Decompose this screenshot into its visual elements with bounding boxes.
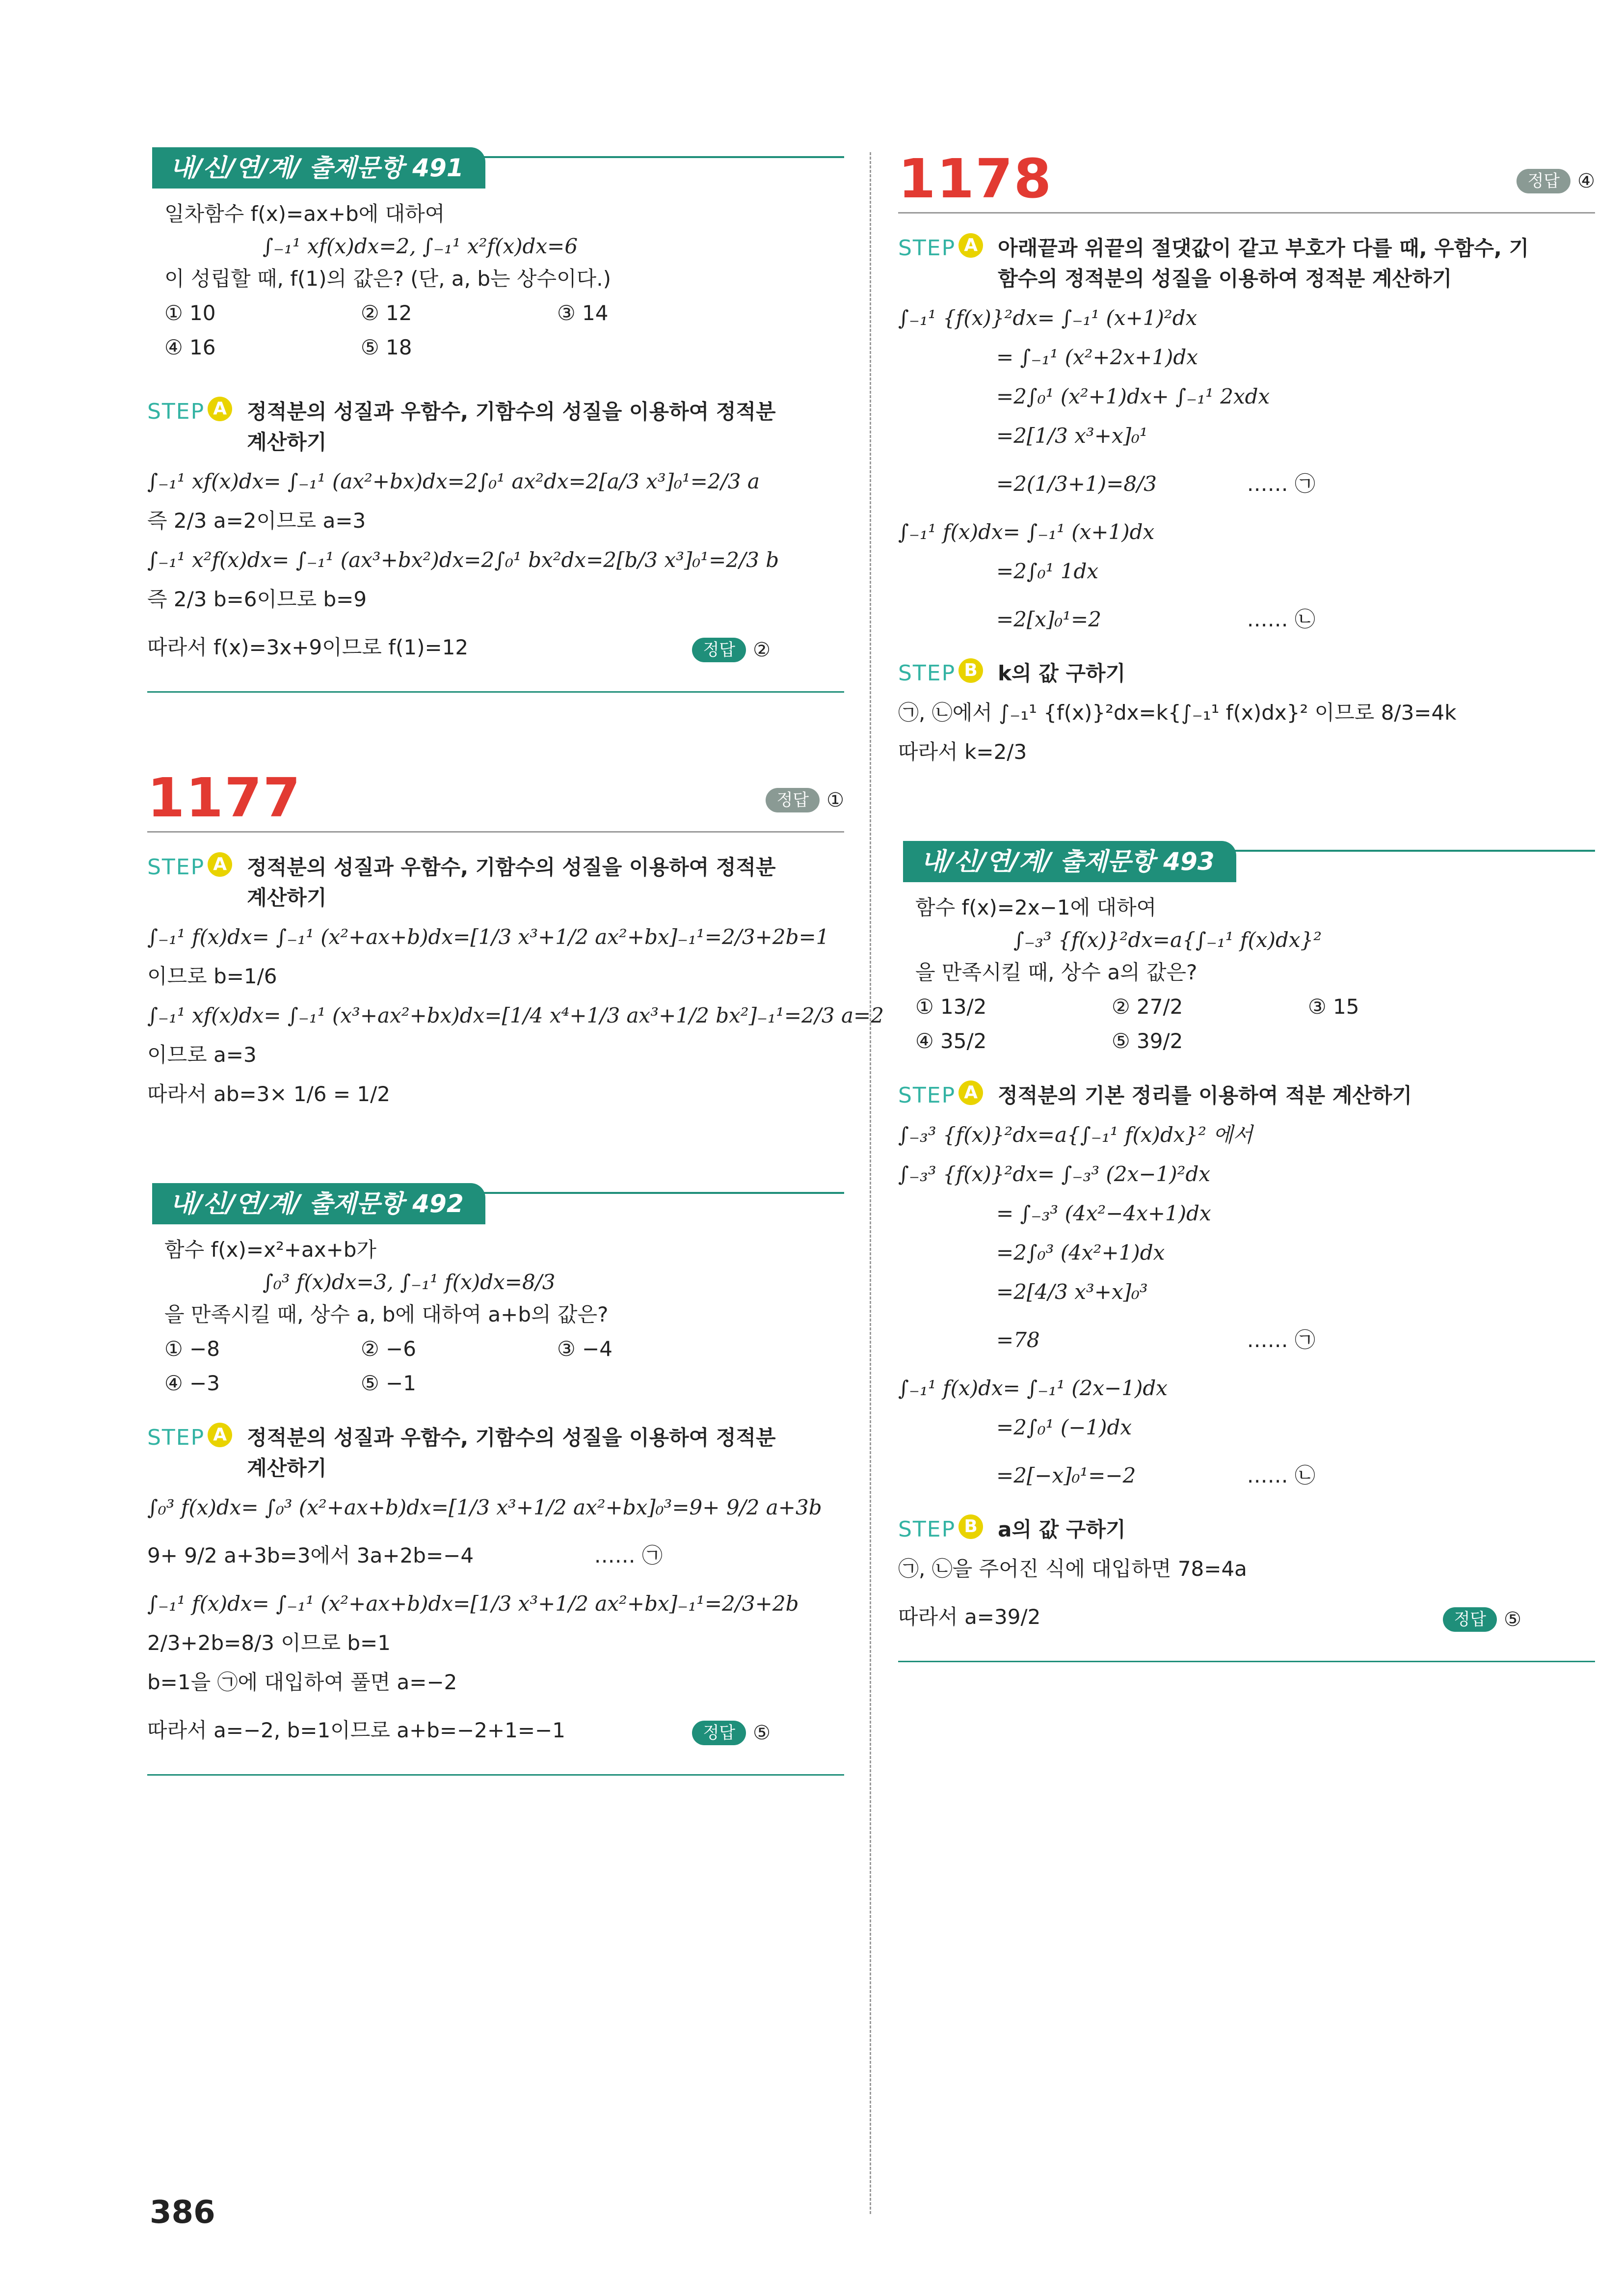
answer-box <box>1443 1598 1521 1641</box>
solution-line: 9+ 9/2 a+3b=3에서 3a+2b=−4 <box>147 1543 474 1567</box>
solution-line: 즉 2/3 b=6이므로 b=9 <box>147 587 367 611</box>
solution-line: 따라서 f(x)=3x+9이므로 f(1)=12 <box>147 635 469 659</box>
solution-line: =2∫₀³ (4x²+1)dx <box>996 1241 1165 1265</box>
ref-491-choices <box>164 298 844 362</box>
problem-underline <box>147 831 844 833</box>
section-separator <box>898 1661 1595 1662</box>
solution-line: =2[−x]₀¹=−2 <box>996 1463 1136 1487</box>
ref-492-intro: 함수 f(x)=x²+ax+b가 <box>164 1238 376 1262</box>
solution-line: ∫₋₁¹ xf(x)dx= ∫₋₁¹ (ax²+bx)dx=2∫₀¹ ax²dx=2[a/3 x³]₀¹=2/3 a <box>147 469 760 493</box>
solution-line: =2[1/3 x³+x]₀¹ <box>996 424 1148 448</box>
ref-491-problem <box>147 199 844 362</box>
right-column <box>898 147 1595 1662</box>
ref-491-equation: ∫₋₁¹ xf(x)dx=2, ∫₋₁¹ x²f(x)dx=6 <box>263 234 578 258</box>
choice-4: ④ 16 <box>164 335 216 359</box>
ref-493-badge: 내/신/연/계/ 출제문항 493 <box>903 841 1236 882</box>
equation-mark: …… ㉡ <box>1247 1463 1315 1487</box>
step-b-title <box>898 1514 1595 1545</box>
choice-3: ③ −4 <box>557 1337 612 1361</box>
answer-value: ⑤ <box>1504 1608 1521 1631</box>
step-letter-badge: A <box>208 397 232 421</box>
answer-badge: 정답 <box>1517 169 1570 193</box>
step-letter-badge: A <box>208 852 232 877</box>
step-letter-badge: A <box>208 1423 232 1447</box>
ref-493-problem <box>898 893 1595 1056</box>
solution-line: = ∫₋₁¹ (x²+2x+1)dx <box>996 345 1198 369</box>
ref-493-equation: ∫₋₃³ {f(x)}²dx=a{∫₋₁¹ f(x)dx}² <box>1013 928 1322 952</box>
answer-box <box>692 1711 771 1755</box>
step-label: STEP <box>898 236 956 261</box>
step-a-title <box>147 852 844 913</box>
solution-line: ∫₋₁¹ xf(x)dx= ∫₋₁¹ (x³+ax²+bx)dx=[1/4 x⁴+1/3 ax³+1/2 bx²]₋₁¹=2/3 a=2 <box>147 1003 884 1027</box>
choice-4: ④ 35/2 <box>915 1029 987 1053</box>
solution-line: = ∫₋₃³ (4x²−4x+1)dx <box>996 1201 1211 1225</box>
equation-mark: …… ㉠ <box>1247 1328 1315 1352</box>
ref-491-question: 이 성립할 때, f(1)의 값은? (단, a, b는 상수이다.) <box>164 267 611 291</box>
solution-line: =2(1/3+1)=8/3 <box>996 472 1157 496</box>
marked-row <box>147 1532 771 1580</box>
solution-line: =2[4/3 x³+x]₀³ <box>996 1280 1148 1304</box>
solution-line: ㉠, ㉡에서 ∫₋₁¹ {f(x)}²dx=k{∫₋₁¹ f(x)dx}² 이므로 8/3=4k <box>898 701 1457 725</box>
step-label: STEP <box>898 1083 956 1108</box>
answer-badge: 정답 <box>692 638 746 662</box>
ref-491-solution <box>147 397 844 693</box>
problem-number: 1178 <box>898 147 1053 210</box>
choice-3: ③ 15 <box>1308 995 1359 1019</box>
choice-5: ⑤ −1 <box>361 1371 416 1395</box>
p1177-solution <box>147 852 884 1109</box>
step-a-title <box>147 397 844 458</box>
ref-492-equation: ∫₀³ f(x)dx=3, ∫₋₁¹ f(x)dx=8/3 <box>263 1270 556 1294</box>
ref-493-header <box>898 841 1595 886</box>
choice-5: ⑤ 18 <box>361 335 412 359</box>
section-separator <box>147 691 844 693</box>
solution-line: ∫₋₁¹ f(x)dx= ∫₋₁¹ (2x−1)dx <box>898 1376 1168 1400</box>
step-title-text: 아래끝과 위끝의 절댓값이 같고 부호가 다를 때, 우함수, 기함수의 정적분의 성질을 이용하여 정적분 계산하기 <box>998 236 1529 291</box>
solution-line: b=1을 ㉠에 대입하여 풀면 a=−2 <box>147 1670 457 1694</box>
ref-493-choices <box>915 992 1595 1056</box>
ref-492-question: 을 만족시킬 때, 상수 a, b에 대하여 a+b의 값은? <box>164 1302 609 1326</box>
marked-row <box>898 1316 1521 1364</box>
choice-1: ① 13/2 <box>915 995 987 1019</box>
step-label: STEP <box>147 855 205 880</box>
choice-5: ⑤ 39/2 <box>1112 1029 1183 1053</box>
solution-line: 따라서 ab=3× 1/6 = 1/2 <box>147 1082 390 1106</box>
step-title-text: k의 값 구하기 <box>998 661 1126 685</box>
ref-491-intro: 일차함수 f(x)=ax+b에 대하여 <box>164 202 445 226</box>
problem-1178-header <box>898 147 1595 210</box>
solution-line: ∫₋₃³ {f(x)}²dx= ∫₋₃³ (2x−1)²dx <box>898 1162 1211 1186</box>
solution-line: 이므로 b=1/6 <box>147 964 277 988</box>
ref-493-solution <box>898 1080 1595 1662</box>
step-label: STEP <box>147 399 205 424</box>
problem-number: 1177 <box>147 766 302 829</box>
solution-line: ∫₋₁¹ f(x)dx= ∫₋₁¹ (x+1)dx <box>898 520 1155 544</box>
ref-491-header <box>147 147 844 192</box>
left-column <box>147 147 884 1776</box>
step-letter-badge: A <box>958 233 983 258</box>
answer-box <box>692 628 771 672</box>
choice-1: ① 10 <box>164 301 216 325</box>
step-a-title <box>898 1080 1595 1111</box>
solution-line: ㉠, ㉡을 주어진 식에 대입하면 78=4a <box>898 1557 1247 1581</box>
step-letter-badge: B <box>958 1514 983 1539</box>
ref-492-choices <box>164 1334 844 1398</box>
solution-line: =2∫₀¹ (−1)dx <box>996 1415 1132 1439</box>
choice-2: ② −6 <box>361 1337 416 1361</box>
answer-badge: 정답 <box>692 1721 746 1745</box>
choice-2: ② 12 <box>361 301 412 325</box>
step-label: STEP <box>898 661 956 686</box>
ref-493-question: 을 만족시킬 때, 상수 a의 값은? <box>915 960 1197 984</box>
solution-line: 따라서 a=39/2 <box>898 1605 1041 1629</box>
step-label: STEP <box>898 1517 956 1542</box>
solution-line: ∫₋₁¹ f(x)dx= ∫₋₁¹ (x²+ax+b)dx=[1/3 x³+1/2 ax²+bx]₋₁¹=2/3+2b=1 <box>147 925 829 949</box>
answer-badge: 정답 <box>766 788 820 812</box>
solution-line: ∫₋₁¹ f(x)dx= ∫₋₁¹ (x²+ax+b)dx=[1/3 x³+1/2 ax²+bx]₋₁¹=2/3+2b <box>147 1592 799 1616</box>
solution-line: =2[x]₀¹=2 <box>996 607 1101 631</box>
final-row <box>147 623 771 672</box>
final-row <box>898 1593 1521 1641</box>
solution-line: ∫₋₃³ {f(x)}²dx=a{∫₋₁¹ f(x)dx}² 에서 <box>898 1123 1253 1147</box>
ref-492-problem <box>147 1235 844 1398</box>
step-a-title <box>147 1423 844 1484</box>
ref-492-solution <box>147 1423 844 1776</box>
solution-line: =78 <box>996 1328 1040 1352</box>
marked-row <box>898 1452 1521 1500</box>
answer-value: ① <box>826 789 844 811</box>
choice-2: ② 27/2 <box>1112 995 1183 1019</box>
solution-line: 이므로 a=3 <box>147 1043 257 1067</box>
section-separator <box>147 1774 844 1776</box>
equation-mark: …… ㉠ <box>1247 472 1315 496</box>
step-a-title <box>898 233 1595 294</box>
solution-line: 따라서 k=2/3 <box>898 740 1027 764</box>
answer-box <box>1517 169 1595 193</box>
solution-line: =2∫₀¹ (x²+1)dx+ ∫₋₁¹ 2xdx <box>996 384 1270 408</box>
solution-line: 따라서 a=−2, b=1이므로 a+b=−2+1=−1 <box>147 1718 565 1742</box>
choice-1: ① −8 <box>164 1337 220 1361</box>
solution-line: ∫₋₁¹ x²f(x)dx= ∫₋₁¹ (ax³+bx²)dx=2∫₀¹ bx²dx=2[b/3 x³]₀¹=2/3 b <box>147 548 779 572</box>
choice-3: ③ 14 <box>557 301 609 325</box>
marked-row <box>898 595 1521 644</box>
step-title-text: a의 값 구하기 <box>998 1517 1126 1541</box>
ref-491-badge: 내/신/연/계/ 출제문항 491 <box>152 147 485 189</box>
ref-492-header <box>147 1183 844 1228</box>
marked-row <box>898 460 1521 508</box>
step-title-text: 정적분의 성질과 우함수, 기함수의 성질을 이용하여 정적분 계산하기 <box>247 855 776 910</box>
answer-badge: 정답 <box>1443 1607 1497 1632</box>
choice-4: ④ −3 <box>164 1371 220 1395</box>
problem-underline <box>898 212 1595 214</box>
solution-line: ∫₀³ f(x)dx= ∫₀³ (x²+ax+b)dx=[1/3 x³+1/2 ax²+bx]₀³=9+ 9/2 a+3b <box>147 1495 822 1519</box>
solution-line: =2∫₀¹ 1dx <box>996 559 1099 583</box>
ref-493-intro: 함수 f(x)=2x−1에 대하여 <box>915 895 1157 919</box>
step-title-text: 정적분의 기본 정리를 이용하여 적분 계산하기 <box>998 1083 1412 1107</box>
solution-line: 2/3+2b=8/3 이므로 b=1 <box>147 1631 391 1655</box>
answer-value: ② <box>753 639 771 661</box>
step-letter-badge: A <box>958 1080 983 1105</box>
step-letter-badge: B <box>958 658 983 683</box>
page-number: 386 <box>150 2194 215 2231</box>
final-row <box>147 1706 771 1755</box>
step-b-title <box>898 658 1595 689</box>
step-title-text: 정적분의 성질과 우함수, 기함수의 성질을 이용하여 정적분 계산하기 <box>247 400 776 454</box>
solution-line: ∫₋₁¹ {f(x)}²dx= ∫₋₁¹ (x+1)²dx <box>898 306 1197 330</box>
problem-1177-header <box>147 766 844 829</box>
equation-mark: …… ㉡ <box>1247 607 1315 631</box>
equation-mark: …… ㉠ <box>594 1543 663 1567</box>
p1178-solution <box>898 233 1595 767</box>
answer-value: ④ <box>1577 170 1595 192</box>
step-label: STEP <box>147 1425 205 1450</box>
column-divider <box>870 152 871 2214</box>
ref-492-badge: 내/신/연/계/ 출제문항 492 <box>152 1183 485 1224</box>
answer-value: ⑤ <box>753 1722 771 1744</box>
step-title-text: 정적분의 성질과 우함수, 기함수의 성질을 이용하여 정적분 계산하기 <box>247 1426 776 1480</box>
answer-box <box>766 788 844 812</box>
solution-line: 즉 2/3 a=2이므로 a=3 <box>147 509 366 533</box>
